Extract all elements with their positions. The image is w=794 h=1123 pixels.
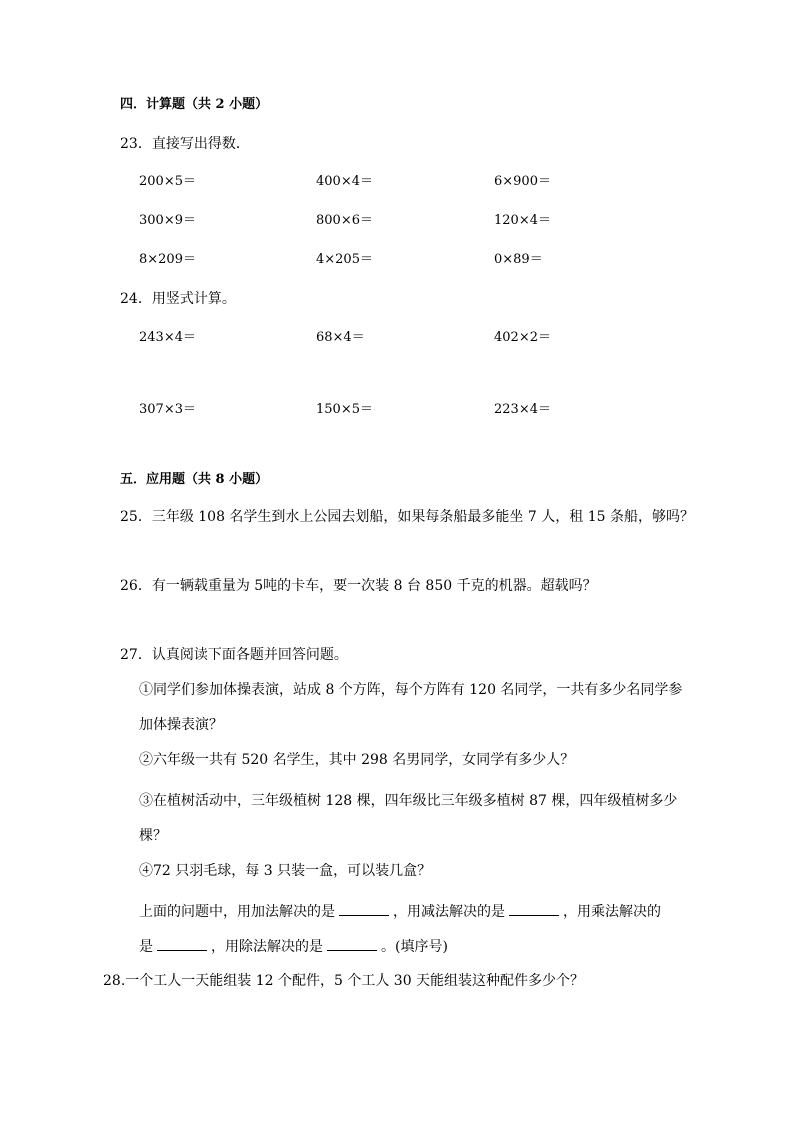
q26-text: 26．有一辆载重量为 5吨的卡车，要一次装 8 台 850 千克的机器。超载吗？ [120, 578, 597, 594]
q27-stem: 27．认真阅读下面各题并回答问题。 [120, 647, 348, 663]
section-5-title: 五．应用题（共 8 小题） [120, 472, 269, 487]
q23-stem: 23．直接写出得数． [120, 136, 250, 152]
q23-expr-3-3: 0×89＝ [494, 252, 543, 267]
q27-item-3-line-1: ③在植树活动中，三年级植树 128 棵，四年级比三年级多植树 87 棵，四年级植树多少 [139, 793, 678, 809]
section-4-title: 四．计算题（共 2 小题） [120, 97, 269, 112]
q23-expr-2-2: 800×6＝ [316, 213, 373, 228]
q25-text: 25．三年级 108 名学生到水上公园去划船，如果每条船最多能坐 7 人，租 15 条船，够吗？ [120, 509, 694, 525]
q23-expr-3-2: 4×205＝ [316, 252, 373, 267]
q27-fill-line-2 [139, 938, 448, 954]
q27-fill-text-div: ，用除法解决的是 [211, 939, 323, 955]
q23-expr-1-1: 200×5＝ [139, 174, 196, 189]
q23-expr-1-2: 400×4＝ [316, 174, 373, 189]
q23-expr-1-3: 6×900＝ [494, 174, 551, 189]
q23-expr-2-3: 120×4＝ [494, 213, 551, 228]
q27-item-4: ④72 只羽毛球，每 3 只装一盒，可以装几盒？ [139, 863, 432, 879]
q24-expr-1-3: 402×2＝ [494, 330, 551, 345]
q27-fill-text-add: 上面的问题中，用加法解决的是 [139, 904, 335, 920]
q24-expr-2-3: 223×4＝ [494, 402, 551, 417]
answer-blank-div[interactable] [327, 938, 377, 951]
answer-blank-add[interactable] [339, 903, 389, 916]
q23-expr-3-1: 8×209＝ [139, 252, 196, 267]
q27-item-1-line-1: ①同学们参加体操表演，站成 8 个方阵，每个方阵有 120 名同学，一共有多少名同学参 [139, 682, 683, 698]
q27-item-3-line-2: 棵？ [139, 828, 167, 844]
q23-expr-2-1: 300×9＝ [139, 213, 196, 228]
q24-expr-2-1: 307×3＝ [139, 402, 196, 417]
q24-stem: 24．用竖式计算。 [120, 291, 236, 307]
q24-expr-1-2: 68×4＝ [316, 330, 365, 345]
q27-fill-line-1 [139, 903, 661, 919]
q27-fill-text-is: 是 [139, 939, 153, 955]
answer-blank-sub[interactable] [509, 903, 559, 916]
answer-blank-mul[interactable] [157, 938, 207, 951]
q24-expr-1-1: 243×4＝ [139, 330, 196, 345]
q27-fill-text-sub: ，用减法解决的是 [393, 904, 505, 920]
q27-fill-text-note: 。(填序号) [381, 939, 448, 955]
q24-expr-2-2: 150×5＝ [316, 402, 373, 417]
q28-text: 28.一个工人一天能组装 12 个配件，5 个工人 30 天能组装这种配件多少个？ [103, 973, 585, 989]
q27-item-2: ②六年级一共有 520 名学生，其中 298 名男同学，女同学有多少人？ [139, 752, 575, 768]
q27-fill-text-mul: ，用乘法解决的 [563, 904, 661, 920]
q27-item-1-line-2: 加体操表演？ [139, 717, 223, 733]
